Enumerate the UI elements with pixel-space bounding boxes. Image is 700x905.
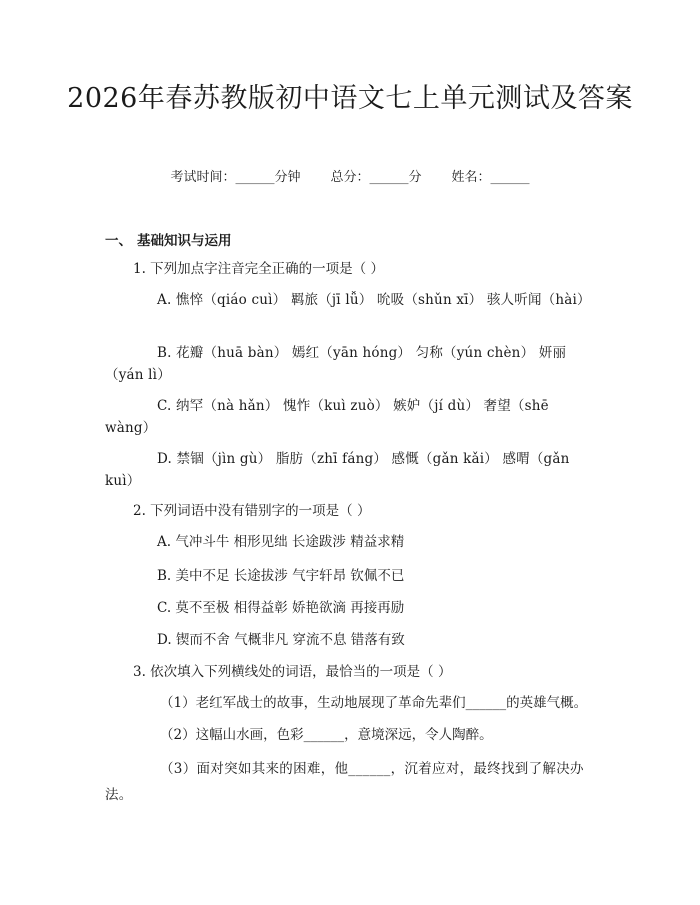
question-1-stem: 1. 下列加点字注音完全正确的一项是（ ） xyxy=(133,261,384,277)
exam-time-field: 考试时间：______分钟 xyxy=(170,170,301,185)
question-3-item-3: （3）面对突如其来的困难，他______，沉着应对，最终找到了解决办法。 xyxy=(105,761,584,803)
document-title: 2026年春苏教版初中语文七上单元测试及答案 xyxy=(67,83,633,114)
question-1-option-d: D. 禁锢（jìn gù） 脂肪（zhī fáng） 感慨（gǎn kǎi） 感喟（gǎn kuì） xyxy=(105,451,570,489)
section-number: 一、 xyxy=(105,233,132,249)
question-1-option-b: B. 花瓣（huā bàn） 嫣红（yān hóng） 匀称（yún chèn） 妍丽（yán lì） xyxy=(105,345,567,383)
question-2-stem: 2. 下列词语中没有错别字的一项是（ ） xyxy=(133,503,371,519)
total-score-field: 总分：______分 xyxy=(330,170,422,185)
question-3-item-1: （1）老红军战士的故事，生动地展现了革命先辈们______的英雄气概。 xyxy=(160,695,588,711)
section-heading xyxy=(105,229,232,249)
question-2-option-b: B. 美中不足 长途拔涉 气宇轩昂 钦佩不已 xyxy=(157,568,405,584)
question-2-option-d: D. 锲而不舍 气概非凡 穿流不息 错落有致 xyxy=(157,632,405,648)
section-title: 基础知识与运用 xyxy=(137,233,232,249)
question-3-stem: 3. 依次填入下列横线处的词语，最恰当的一项是（ ） xyxy=(133,664,452,680)
question-1-option-a: A. 憔悴（qiáo cuì） 羁旅（jī lǚ） 吮吸（shǔn xī） 骇人听闻（hài） xyxy=(157,292,591,308)
question-2-option-c: C. 莫不至极 相得益彰 娇艳欲滴 再接再励 xyxy=(157,600,405,616)
question-3-item-2: （2）这幅山水画，色彩______，意境深远，令人陶醉。 xyxy=(160,727,493,743)
student-name-field: 姓名：______ xyxy=(451,170,530,185)
question-2-option-a: A. 气冲斗牛 相形见绌 长途跋涉 精益求精 xyxy=(157,534,405,550)
exam-info-line xyxy=(0,168,700,188)
question-1-option-c: C. 纳罕（nà hǎn） 愧怍（kuì zuò） 嫉妒（jí dù） 奢望（shē wàng） xyxy=(105,398,549,436)
